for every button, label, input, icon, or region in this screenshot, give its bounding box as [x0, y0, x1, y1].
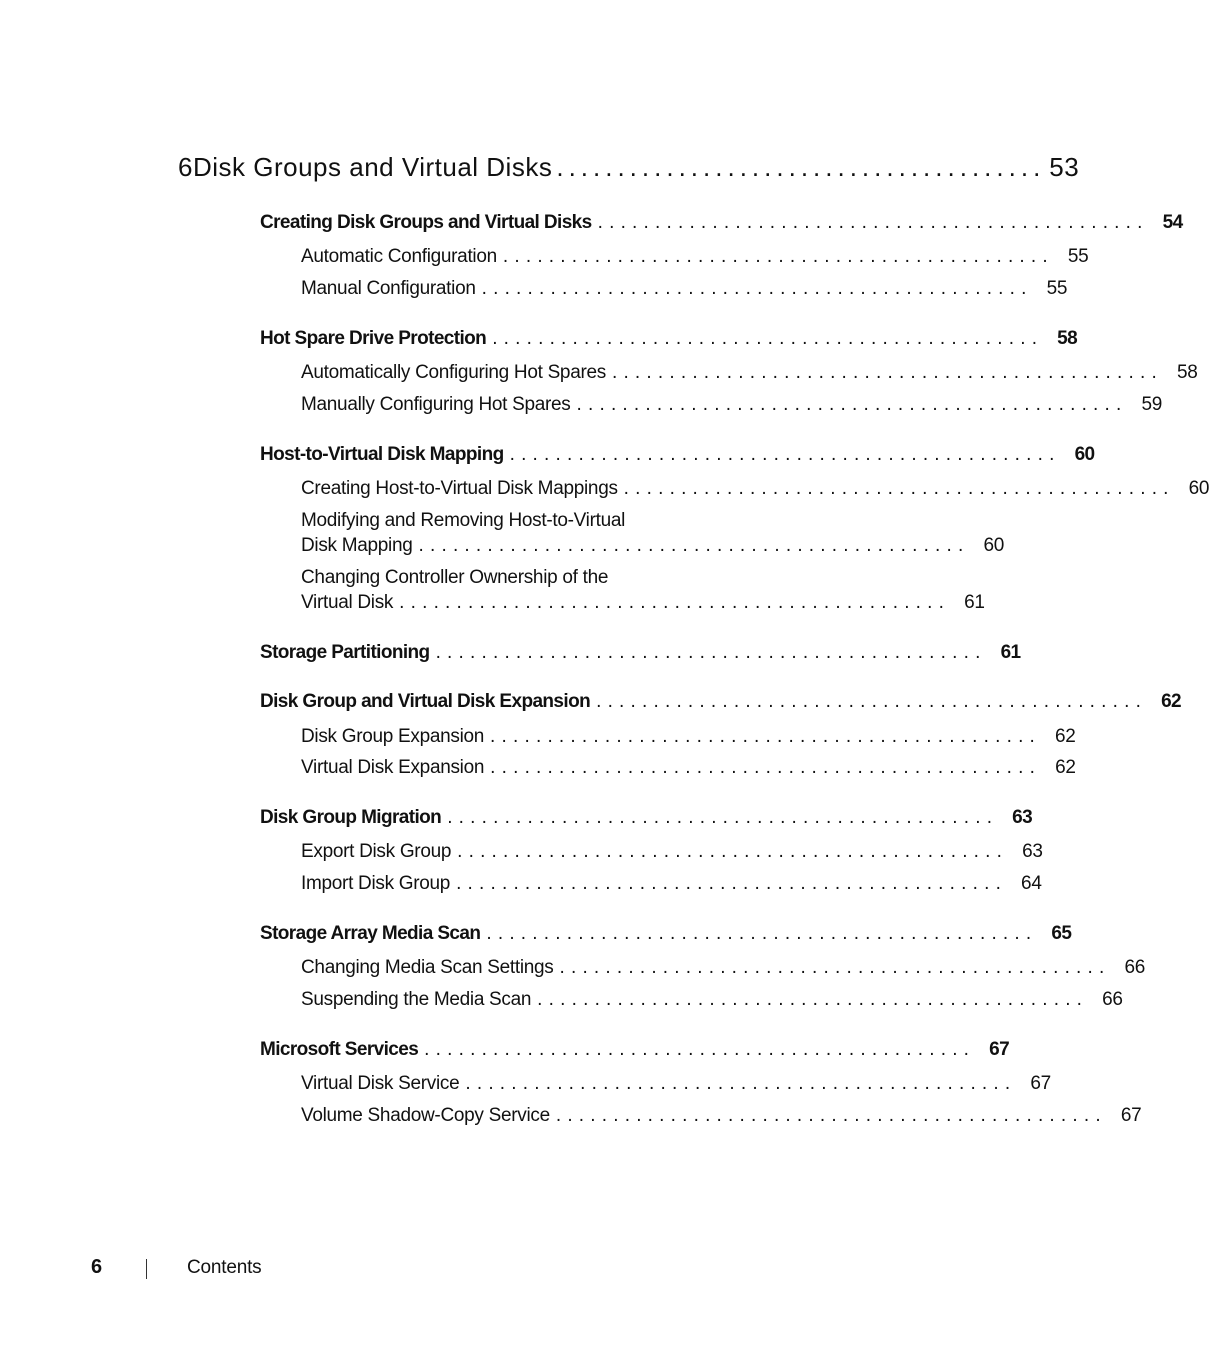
chapter-number: 6: [178, 152, 193, 182]
toc-label: Manual Configuration: [301, 278, 476, 299]
chapter-title: Disk Groups and Virtual Disks: [192, 152, 553, 182]
toc-label: Storage Partitioning: [260, 642, 430, 663]
dot-leader: ................................................: [435, 642, 987, 663]
chapter-heading[interactable]: [178, 152, 1080, 186]
toc-page: 59: [1141, 394, 1163, 415]
toc-label: Automatically Configuring Hot Spares: [301, 362, 606, 383]
dot-leader: ................................................: [399, 592, 951, 613]
toc-label: Automatic Configuration: [301, 246, 497, 267]
toc-page: 67: [1120, 1105, 1142, 1126]
dot-leader: ................................................: [597, 212, 1149, 233]
dot-leader: ................................................: [490, 726, 1042, 747]
dot-leader: ................................................: [502, 246, 1054, 267]
dot-leader: ................................................: [481, 278, 1033, 299]
toc-section-microsoft-services[interactable]: [260, 1038, 1010, 1062]
toc-section-disk-group-and-virtual-disk-expansion[interactable]: [260, 690, 1182, 714]
toc-subsection-changing-media-scan-settings[interactable]: [301, 956, 1146, 980]
toc-page: 64: [1021, 873, 1042, 894]
toc-label: Disk Mapping: [301, 535, 413, 556]
dot-leader: ................................................: [447, 807, 999, 828]
footer-section-label: Contents: [187, 1257, 262, 1278]
chapter-page: 53: [1049, 152, 1080, 182]
dot-leader: ................................................: [596, 691, 1148, 712]
toc-page: 55: [1067, 246, 1089, 267]
toc-page: 65: [1051, 923, 1072, 944]
toc-page: 58: [1176, 362, 1198, 383]
toc-page: 58: [1057, 328, 1078, 349]
toc-page: 60: [1074, 444, 1095, 465]
toc-subsection-manually-configuring-hot-spares[interactable]: [301, 393, 1163, 417]
toc-page: 63: [1012, 807, 1033, 828]
toc-label: Hot Spare Drive Protection: [260, 328, 487, 349]
toc-page: 62: [1161, 691, 1182, 712]
toc-label: Changing Media Scan Settings: [301, 957, 554, 978]
toc-label: Creating Disk Groups and Virtual Disks: [260, 212, 592, 233]
toc-page: 62: [1055, 726, 1076, 747]
toc-label: Import Disk Group: [301, 873, 451, 894]
dot-leader: ................................................: [555, 1105, 1107, 1126]
toc-subsection-modifying-and-removing-mapping[interactable]: [301, 534, 1005, 558]
toc-label: Microsoft Services: [260, 1039, 419, 1060]
toc-label: Host-to-Virtual Disk Mapping: [260, 444, 504, 465]
toc-subsection-creating-host-to-virtual-disk-mappings[interactable]: [301, 477, 1209, 501]
footer-page-number: 6: [91, 1256, 103, 1278]
toc-page: 60: [1188, 478, 1209, 499]
toc-label: Disk Group Migration: [260, 807, 442, 828]
toc-subsection-virtual-disk-expansion[interactable]: [301, 756, 1076, 780]
toc-subsection-disk-group-expansion[interactable]: [301, 725, 1076, 749]
toc-page: 62: [1055, 757, 1076, 778]
footer-divider: [146, 1259, 147, 1279]
toc-label-line1: Changing Controller Ownership of the: [301, 567, 609, 588]
toc-section-hot-spare-drive-protection[interactable]: [260, 327, 1078, 351]
toc-page: 66: [1102, 989, 1123, 1010]
toc-label: Disk Group and Virtual Disk Expansion: [260, 691, 591, 712]
toc-section-storage-partitioning[interactable]: [260, 641, 1021, 665]
toc-subsection-import-disk-group[interactable]: [301, 872, 1042, 896]
toc-label-line1: Modifying and Removing Host-to-Virtual: [301, 510, 626, 531]
dot-leader: ................................................: [456, 873, 1008, 894]
toc-page: 67: [1030, 1073, 1051, 1094]
dot-leader: ................................................: [537, 989, 1089, 1010]
toc-subsection-automatic-configuration[interactable]: [301, 245, 1089, 269]
toc-subsection-volume-shadow-copy-service[interactable]: [301, 1104, 1142, 1128]
toc-subsection-changing-controller-ownership[interactable]: [301, 591, 985, 615]
toc-label: Virtual Disk Service: [301, 1073, 460, 1094]
toc-page: 60: [983, 535, 1005, 556]
dot-leader: ................................................: [509, 444, 1061, 465]
toc-label: Disk Group Expansion: [301, 726, 485, 747]
toc-label: Storage Array Media Scan: [260, 923, 481, 944]
toc-page: 67: [989, 1039, 1010, 1060]
toc-subsection-virtual-disk-service[interactable]: [301, 1072, 1051, 1096]
dot-leader: ................................................: [486, 923, 1038, 944]
toc-page: 61: [1000, 642, 1021, 663]
dot-leader: ................................................: [424, 1039, 976, 1060]
dot-leader: ................................................: [465, 1073, 1017, 1094]
dot-leader: ........................................: [556, 152, 1046, 182]
dot-leader: ................................................: [559, 957, 1111, 978]
toc-subsection-automatically-configuring-hot-spares[interactable]: [301, 361, 1198, 385]
toc-page: 63: [1022, 841, 1043, 862]
toc-section-creating-disk-groups[interactable]: [260, 211, 1183, 235]
toc-page: 61: [964, 592, 985, 613]
toc-label: Virtual Disk Expansion: [301, 757, 485, 778]
toc-label: Virtual Disk: [301, 592, 394, 613]
toc-section-disk-group-migration[interactable]: [260, 806, 1033, 830]
dot-leader: ................................................: [418, 535, 970, 556]
toc-subsection-export-disk-group[interactable]: [301, 840, 1043, 864]
toc-label: Manually Configuring Hot Spares: [301, 394, 571, 415]
toc-subsection-manual-configuration[interactable]: [301, 277, 1068, 301]
toc-page: 54: [1162, 212, 1183, 233]
dot-leader: ................................................: [576, 394, 1128, 415]
toc-label: Volume Shadow-Copy Service: [301, 1105, 550, 1126]
toc-label: Export Disk Group: [301, 841, 452, 862]
toc-page: 66: [1124, 957, 1146, 978]
toc-label: Suspending the Media Scan: [301, 989, 532, 1010]
toc-subsection-suspending-the-media-scan[interactable]: [301, 988, 1123, 1012]
toc-section-storage-array-media-scan[interactable]: [260, 922, 1072, 946]
dot-leader: ................................................: [457, 841, 1009, 862]
toc-section-host-to-virtual-disk-mapping[interactable]: [260, 443, 1095, 467]
dot-leader: ................................................: [623, 478, 1175, 499]
toc-label: Creating Host-to-Virtual Disk Mappings: [301, 478, 618, 499]
dot-leader: ................................................: [611, 362, 1163, 383]
dot-leader: ................................................: [492, 328, 1044, 349]
toc-page: 55: [1046, 278, 1068, 299]
dot-leader: ................................................: [490, 757, 1042, 778]
